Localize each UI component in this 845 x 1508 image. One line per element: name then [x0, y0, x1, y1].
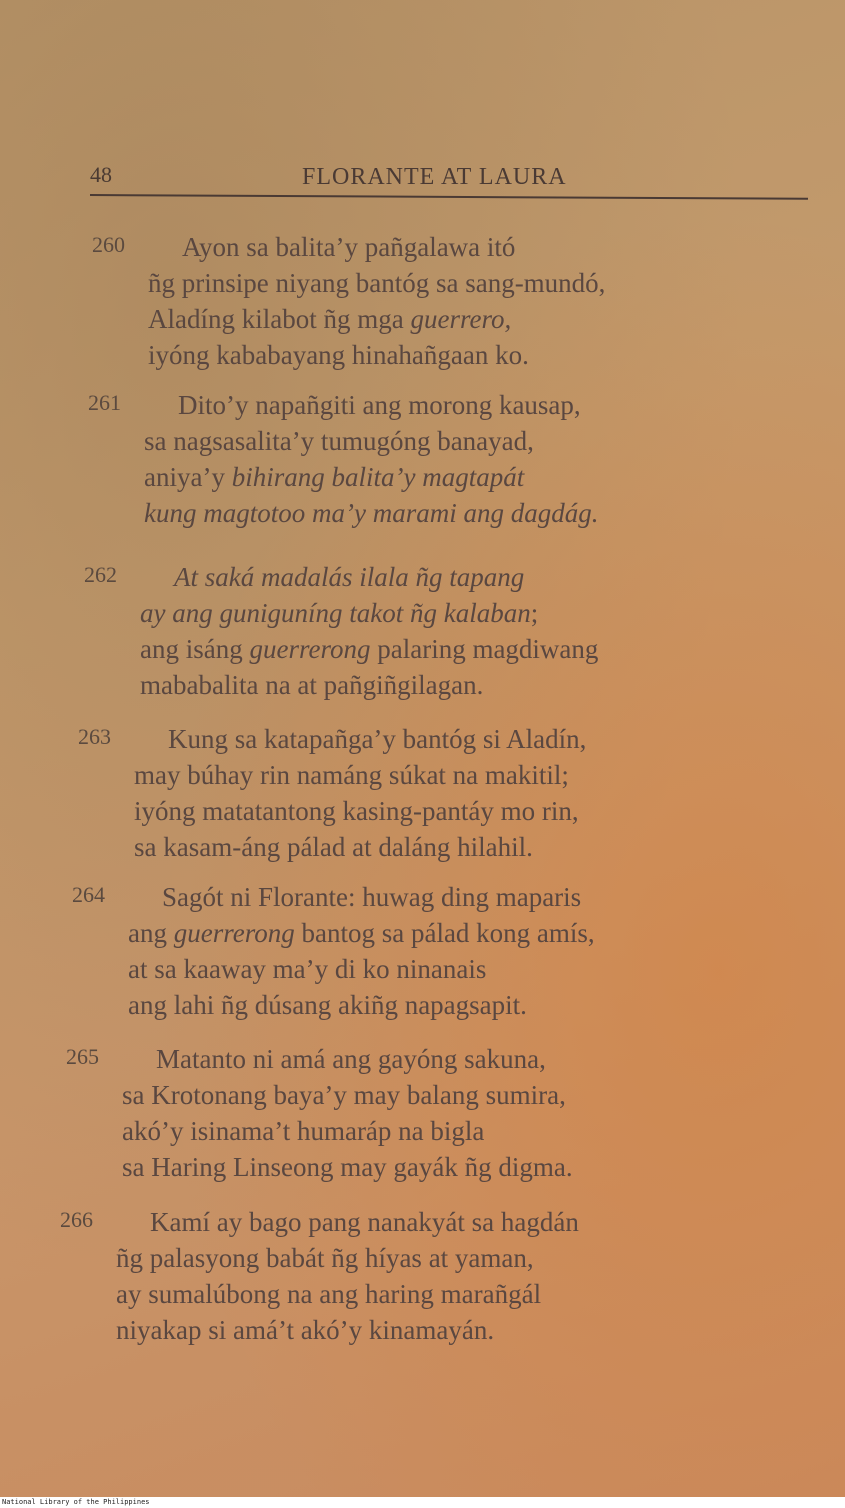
- verse-line: [134, 798, 579, 825]
- verse-line: [182, 234, 515, 261]
- verse-line: [156, 1046, 546, 1073]
- verse-line: [140, 600, 538, 627]
- verse-text: aniya’y: [144, 462, 232, 492]
- italic-text: At saká madalás ilala ñg tapang: [174, 562, 525, 592]
- italic-text: ay ang guniguníng takot ñg kalaban: [140, 598, 531, 628]
- verse-line: [140, 672, 483, 699]
- verse-line: [162, 884, 581, 911]
- verse-text: iyóng kababayang hinahañgaan ko.: [148, 340, 529, 370]
- verse-text: ñg prinsipe niyang bantóg sa sang-mundó,: [148, 268, 606, 298]
- verse-text: sa Krotonang baya’y may balang sumira,: [122, 1080, 566, 1110]
- verse-text: iyóng matatantong kasing-pantáy mo rin,: [134, 796, 579, 826]
- verse-text: Ayon sa balita’y pañgalawa itó: [182, 232, 516, 262]
- verse-text: Sagót ni Florante: huwag ding maparis: [162, 882, 582, 912]
- verse-line: [122, 1118, 484, 1145]
- verse-line: [144, 464, 524, 491]
- verse-text: palaring magdiwang: [370, 634, 599, 664]
- verse-line: [148, 306, 511, 333]
- verse-line: [148, 270, 605, 297]
- verse-line: [116, 1281, 541, 1308]
- verse-text: niyakap si amá’t akó’y kinamayán.: [116, 1315, 495, 1345]
- verse-text: Aladíng kilabot ñg mga: [148, 304, 411, 334]
- stanza-number: 265: [66, 1044, 99, 1069]
- verse-line: [150, 1209, 579, 1236]
- verse-text: ang: [128, 918, 174, 948]
- verse-line: [174, 564, 524, 591]
- verse-text: Dito’y napañgiti ang morong kausap,: [178, 390, 581, 420]
- verse-text: ang isáng: [140, 634, 250, 664]
- page-number: 48: [90, 162, 112, 187]
- italic-text: guerrerong: [249, 634, 371, 664]
- running-title: FLORANTE AT LAURA: [302, 164, 567, 190]
- stanza-number: 262: [84, 562, 117, 587]
- verse-line: [134, 834, 533, 861]
- verse-text: ay sumalúbong na ang haring marañgál: [116, 1279, 542, 1309]
- italic-text: kung magtotoo ma’y marami ang dagdág.: [144, 498, 599, 528]
- verse-line: [144, 500, 598, 527]
- italic-text: guerrero,: [410, 304, 512, 334]
- stanza-number: 261: [88, 390, 121, 415]
- verse-text: ;: [530, 598, 539, 628]
- verse-line: [128, 920, 595, 947]
- verse-line: [134, 762, 569, 789]
- italic-text: bihirang balita’y magtapát: [231, 462, 525, 492]
- verse-text: at sa kaaway ma’y di ko ninanais: [128, 954, 487, 984]
- stanza-number: 263: [78, 724, 111, 749]
- stanza-number: 264: [72, 882, 105, 907]
- verse-text: akó’y isinama’t humaráp na bigla: [122, 1116, 485, 1146]
- verse-line: [116, 1317, 494, 1344]
- verse-line: [168, 726, 586, 753]
- verse-line: [140, 636, 598, 663]
- verse-text: Kamí ay bago pang nanakyát sa hagdán: [150, 1207, 579, 1237]
- verse-text: sa nagsasalita’y tumugóng banayad,: [144, 426, 534, 456]
- footer-credit: National Library of the Philippines: [2, 1498, 150, 1506]
- verse-text: bantog sa pálad kong amís,: [294, 918, 595, 948]
- verse-line: [122, 1154, 573, 1181]
- verse-text: ang lahi ñg dúsang akiñg napagsapit.: [128, 990, 527, 1020]
- page-header: [90, 158, 806, 198]
- verse-line: [122, 1082, 566, 1109]
- italic-text: guerrerong: [173, 918, 295, 948]
- verse-line: [128, 956, 486, 983]
- verse-text: may búhay rin namáng súkat na makitil;: [134, 760, 569, 790]
- verse-text: Matanto ni amá ang gayóng sakuna,: [156, 1044, 546, 1074]
- verse-line: [178, 392, 581, 419]
- stanza-number: 260: [92, 232, 125, 257]
- verse-text: ñg palasyong babát ñg híyas at yaman,: [116, 1243, 534, 1273]
- stanza-number: 266: [60, 1207, 93, 1232]
- verse-line: [144, 428, 534, 455]
- verse-text: Kung sa katapañga’y bantóg si Aladín,: [168, 724, 587, 754]
- verse-text: sa Haring Linseong may gayák ñg digma.: [122, 1152, 573, 1182]
- verse-line: [128, 992, 527, 1019]
- verse-line: [148, 342, 529, 369]
- verse-text: sa kasam-áng pálad at daláng hilahil.: [134, 832, 533, 862]
- verse-text: mababalita na at pañgiñgilagan.: [140, 670, 484, 700]
- verse-line: [116, 1245, 534, 1272]
